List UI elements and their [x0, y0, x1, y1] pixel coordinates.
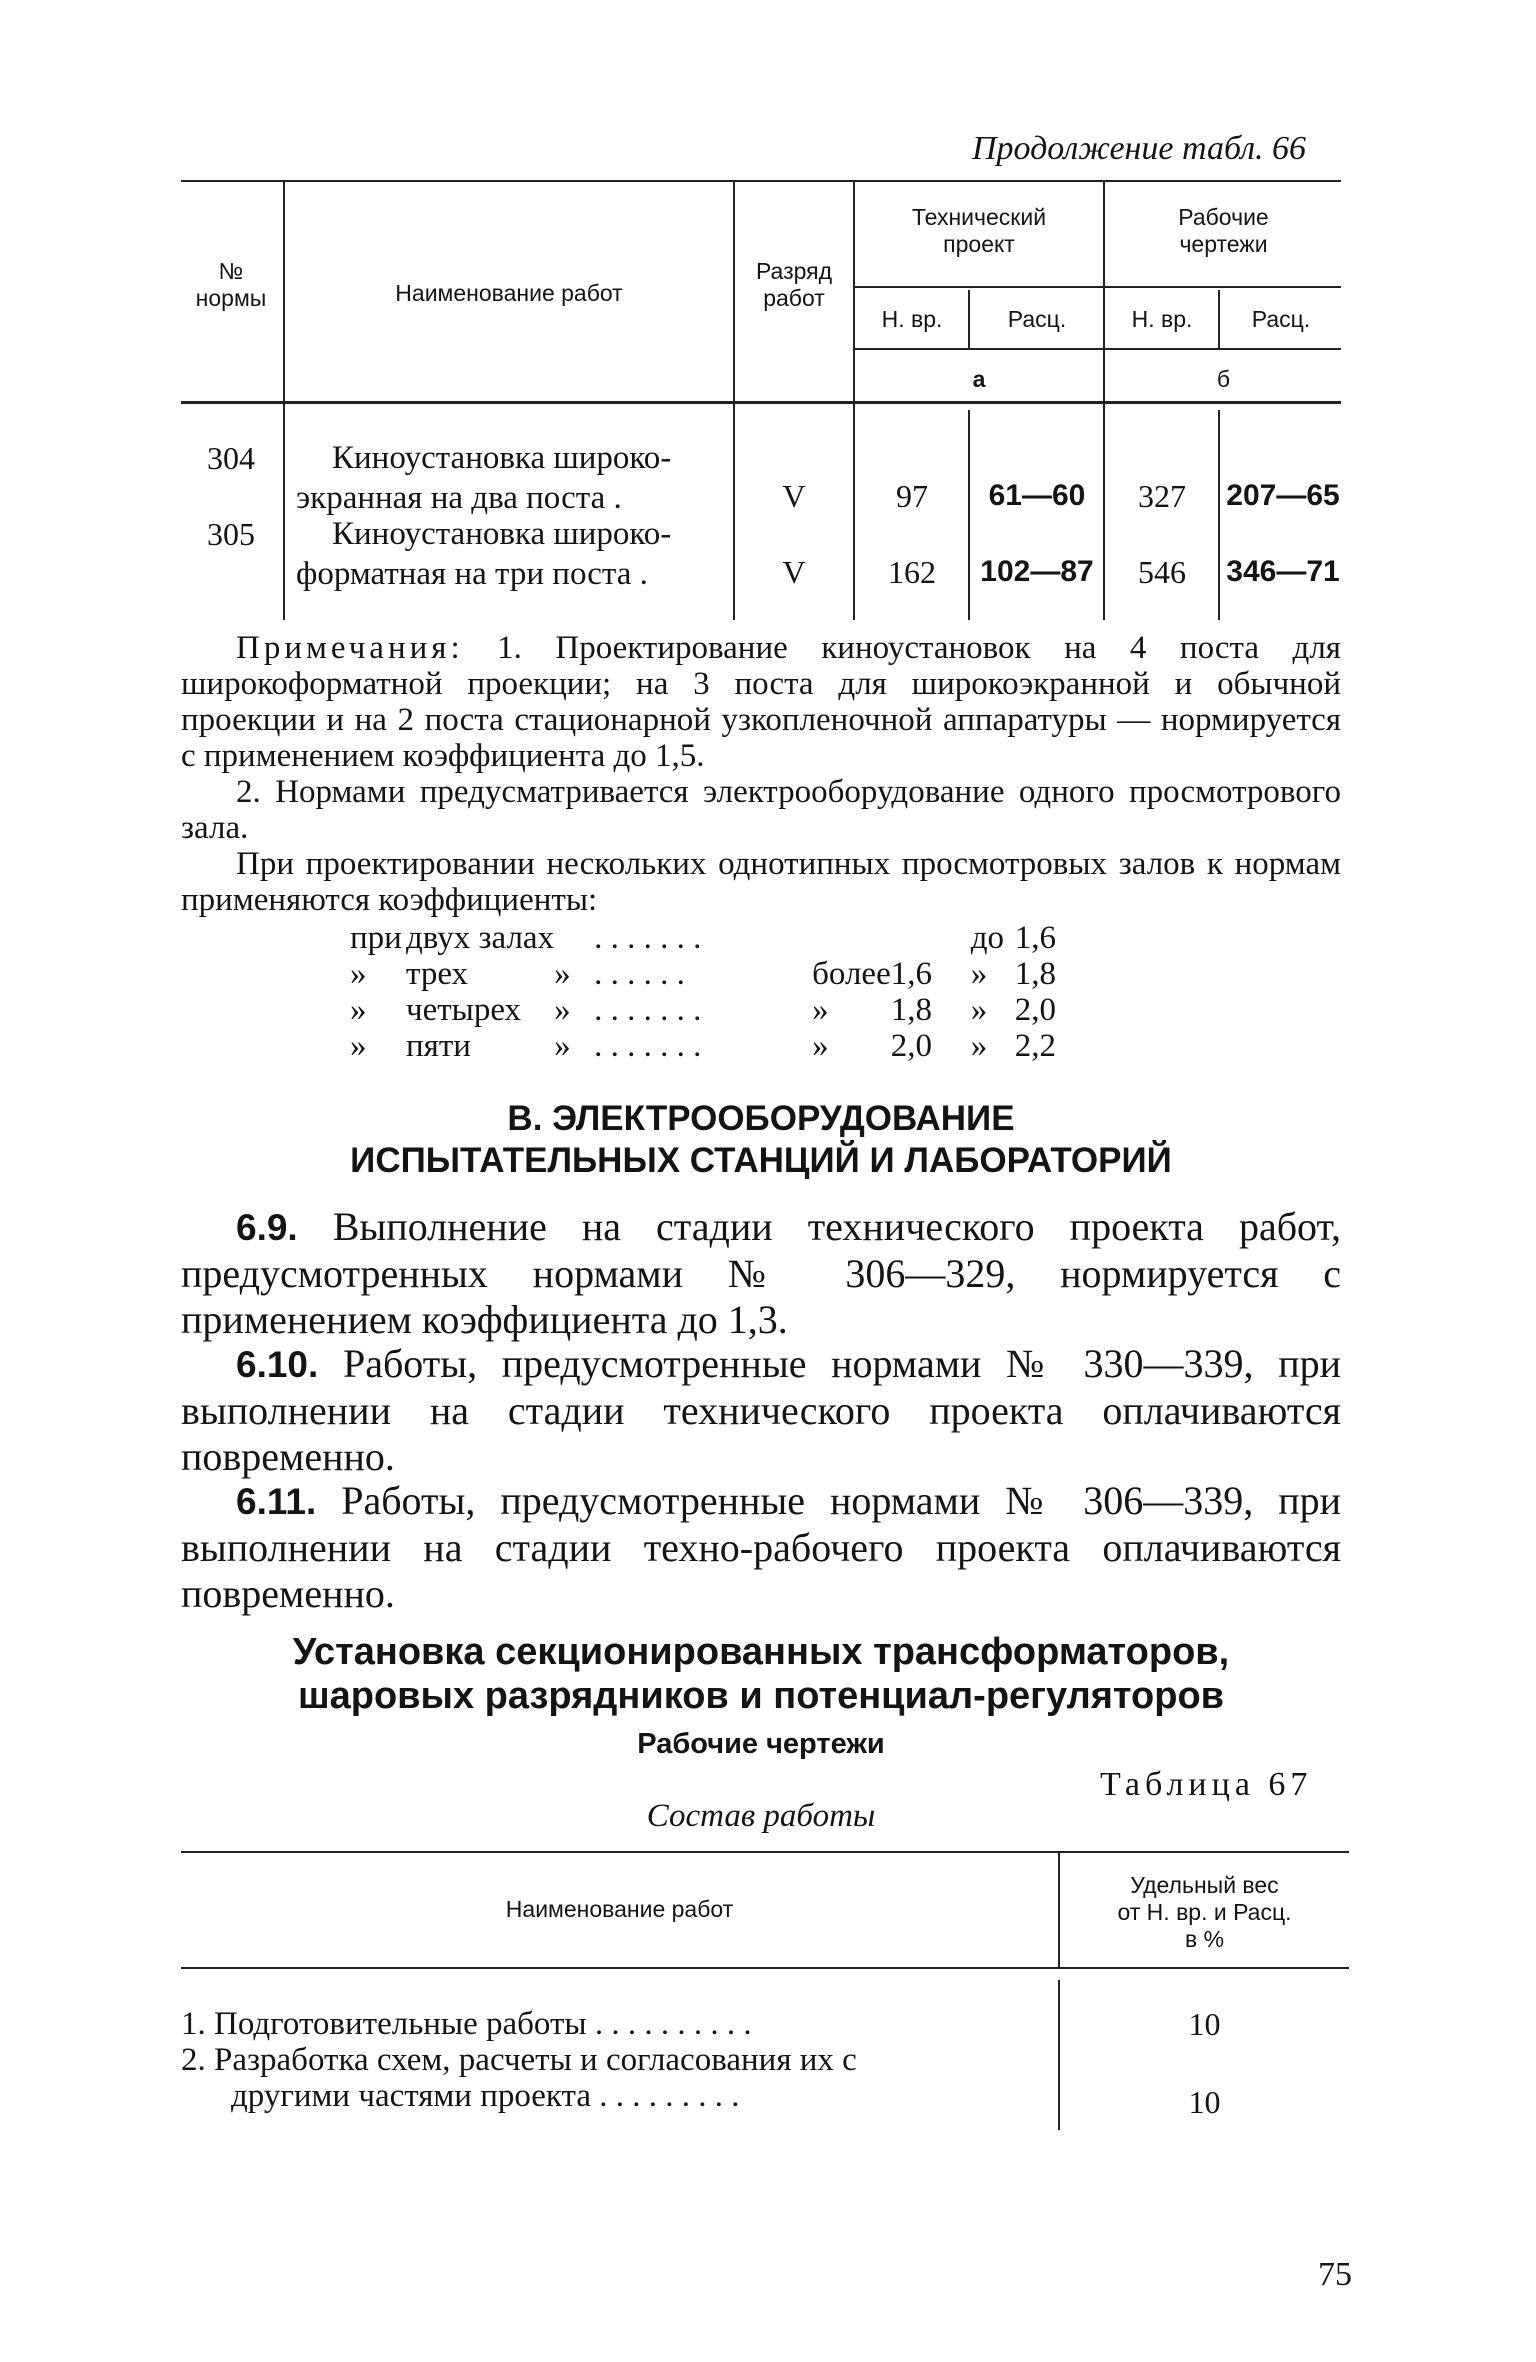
work-name: Киноустановка широко- экранная на два поста .	[296, 440, 672, 516]
header-working-drawings: Рабочие чертежи	[1178, 204, 1269, 257]
a-rasc: 61—60	[988, 479, 1086, 512]
header-b-rasc: Расц.	[1251, 306, 1311, 332]
header-weight: Удельный вес от Н. вр. и Расц. в %	[1117, 1872, 1292, 1952]
header-b-n-vr: Н. вр.	[1131, 306, 1193, 332]
work-name: Киноустановка широко- форматная на три поста .	[296, 516, 672, 592]
header-col-a: а	[972, 366, 986, 392]
grade: V	[782, 554, 806, 590]
list-item: » пяти » . . . . . . . » 2,0 » 2,2	[350, 1028, 1056, 1064]
page-number: 75	[1318, 2256, 1352, 2293]
work-name: 1. Подготовительные работы . . . . . . . . . .	[181, 2006, 752, 2042]
paragraph-6-11: 6.11. Работы, предусмотренные нормами № 306—339, при выполнении на стадии техно-рабочего проекта оплачиваются повременно.	[181, 1478, 1341, 1616]
notes-label: Примечания:	[236, 630, 464, 666]
header-grade: Разряд работ	[755, 258, 833, 311]
installation-heading: Установка секционированных трансформаторов, шаровых разрядников и потенциал-регуляторов	[292, 1631, 1230, 1717]
b-n-vr: 546	[1138, 554, 1186, 590]
list-item: при двух залах . . . . . . . до 1,6	[350, 920, 1056, 956]
a-n-vr: 162	[888, 554, 936, 590]
header-a-rasc: Расц.	[1007, 306, 1067, 332]
list-item: » четырех » . . . . . . . » 1,8 » 2,0	[350, 992, 1056, 1028]
a-rasc: 102—87	[980, 555, 1094, 588]
table-continuation-label: Продолжение табл. 66	[972, 130, 1307, 167]
b-rasc: 207—65	[1226, 479, 1340, 512]
work-name: 2. Разработка схем, расчеты и согласования их с другими частями проекта . . . . . . . . .	[181, 2042, 857, 2114]
norm-number: 305	[207, 516, 255, 552]
notes-paragraph-2: 2. Нормами предусматривается электрооборудование одного просмотрового зала.	[181, 774, 1341, 846]
header-a-n-vr: Н. вр.	[881, 306, 943, 332]
paragraph-6-10: 6.10. Работы, предусмотренные нормами № 330—339, при выполнении на стадии технического проекта оплачиваются повременно.	[181, 1341, 1341, 1479]
b-n-vr: 327	[1138, 478, 1186, 514]
header-tech-project: Технический проект	[911, 204, 1047, 257]
coefficient-list	[350, 920, 1056, 1064]
header-col-b: б	[1216, 366, 1231, 392]
header-work-name: Наименование работ	[395, 280, 623, 306]
subtitle: Рабочие чертежи	[637, 1728, 885, 1760]
section-heading: В. ЭЛЕКТРООБОРУДОВАНИЕ ИСПЫТАТЕЛЬНЫХ СТАНЦИЙ И ЛАБОРАТОРИЙ	[350, 1099, 1172, 1180]
notes-paragraph-1: Примечания: 1. Проектирование киноустановок на 4 поста для широкоформатной проекции; на 3 поста для широкоэкранной и обычной проекции и на 2 поста стационарной узкопленочной аппаратуры — нормируется с применением коэффициента до 1,5.	[181, 630, 1341, 774]
norm-number: 304	[207, 440, 255, 476]
composition-label: Состав работы	[646, 1798, 876, 1834]
header-norm-no: № нормы	[195, 258, 267, 311]
b-rasc: 346—71	[1226, 555, 1340, 588]
weight-value: 10	[1188, 2084, 1221, 2120]
grade: V	[782, 478, 806, 514]
list-item: » трех » . . . . . . более 1,6 » 1,8	[350, 956, 1056, 992]
table-label: Таблица 67	[1100, 1766, 1313, 1803]
weight-value: 10	[1188, 2006, 1221, 2042]
paragraph-6-9: 6.9. Выполнение на стадии технического проекта работ, предусмотренных нормами № 306—329, нормируется с применением коэффициента до 1,3.	[181, 1204, 1341, 1342]
notes-paragraph-3: При проектировании нескольких однотипных просмотровых залов к нормам применяются коэффициенты:	[181, 846, 1341, 918]
a-n-vr: 97	[896, 478, 928, 514]
header-work-name: Наименование работ	[505, 1896, 734, 1922]
